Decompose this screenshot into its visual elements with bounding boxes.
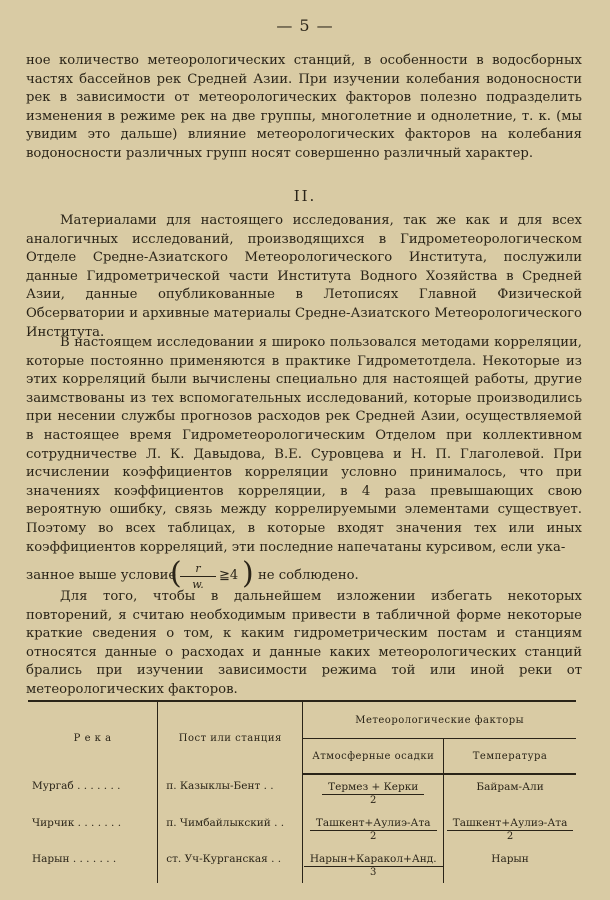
table-row — [28, 774, 576, 811]
right-paren: ) — [242, 556, 254, 591]
left-paren: ( — [170, 556, 182, 591]
cell-station: п. Казыклы-Бент . . — [158, 774, 303, 811]
temp-stations: Ташкент+Аулиэ-Ата — [447, 817, 574, 831]
table-body — [28, 774, 576, 883]
temp-stations: Байрам-Али — [476, 781, 544, 793]
precip-stations: Нарын+Каракол+Анд. — [304, 853, 443, 867]
formula-lead-text: занное выше условие — [26, 568, 177, 583]
section-heading: II. — [293, 187, 317, 205]
fraction-numerator: r — [195, 562, 201, 575]
page-number: — 5 — — [276, 16, 334, 35]
precip-divisor: 3 — [370, 867, 377, 878]
paragraph-2: Материалами для настоящего исследования, так же как и для всех аналогичных исследований, производящихся в Гидрометеорологическом Отделе Средне-Азиатского Метеорологического Института, послужили данные Гидрометрической части Института Водного Хозяйства в Средней Азии, данные опубликованные в Летописях Главной Физической Обсерватории и архивные материалы Средне-Азиатского Метеорологического Института. — [26, 213, 582, 340]
precip-divisor: 2 — [370, 795, 377, 806]
formula-tail-text: не соблюдено. — [258, 568, 359, 583]
cell-river: Чирчик . . . . . . . — [32, 817, 122, 829]
temp-divisor: 2 — [506, 831, 514, 842]
table-row — [28, 847, 576, 883]
cell-temp — [444, 774, 576, 811]
paragraph-1: ное количество метеорологических станций, в особенности в водосборных частях бассейнов рек Средней Азии. При изучении колебания водоносности рек в зависимости от метеорологических факторов полезно подразделить изменения в режиме рек на две группы, многолетние и однолетние, т. к. (мы увидим это дальше) влияние метеорологических факторов на колебания водоносности различных групп носят совершенно различный характер. — [26, 53, 582, 161]
cell-temp — [444, 811, 576, 847]
paragraph-4: Для того, чтобы в дальнейшем изложении избегать некоторых повторений, я считаю необходимым привести в табличной форме некоторые краткие сведения о том, к каким гидрометрическим постам и станциям относятся данные о расходах и данные каких метеорологических станций брались при изучении зависимости режима той или иной реки от метеорологических факторов. — [26, 589, 582, 697]
header-station: Пост или станция — [158, 701, 303, 774]
cell-river: Нарын . . . . . . . — [32, 853, 117, 865]
fraction-denominator: w. — [192, 578, 204, 591]
cell-precip — [303, 811, 444, 847]
cell-station: п. Чимбайлыкский . . — [158, 811, 303, 847]
cell-precip — [303, 774, 444, 811]
precip-divisor: 2 — [370, 831, 377, 842]
formula-condition: ≧4 — [219, 568, 239, 583]
temp-stations: Нарын — [491, 853, 529, 865]
precip-stations: Термез + Керки — [322, 781, 424, 795]
cell-river: Мургаб . . . . . . . — [32, 780, 121, 792]
cell-precip — [303, 847, 444, 883]
stations-table — [28, 700, 576, 883]
cell-station: ст. Уч-Курганская . . — [158, 847, 303, 883]
cell-temp — [444, 847, 576, 883]
header-temp: Температура — [444, 739, 576, 775]
paragraph-3: В настоящем исследовании я широко пользовался методами корреляции, которые постоянно применяются в практике Гидрометотдела. Некоторые из этих корреляций были вычислены специально для настоящей работы, другие заимствованы из тех вспомогательных исследований, которые производились при несении службы прогнозов расходов рек Средней Азии, осуществляемой в настоящее время Гидрометеорологическим Отделом при коллективном сотрудничестве Л. К. Давыдова, В.Е. Суровцева и Н. П. Глаголевой. При исчислении коэффициентов корреляции условно принималось, что при значениях коэффициентов корреляции, в 4 раза превышающих свою вероятную ошибку, связь между коррелируемыми элементами существует. Поэтому во всех таблицах, в которые входят значения тех или иных коэффициентов корреляций, эти последние напечатаны курсивом, если ука- — [26, 335, 582, 555]
header-river: Р е к а — [28, 701, 158, 774]
fraction — [178, 562, 218, 591]
table-row — [28, 811, 576, 847]
header-factors: Метеорологические факторы — [303, 701, 576, 739]
precip-stations: Ташкент+Аулиэ-Ата — [310, 817, 437, 831]
header-precip: Атмосферные осадки — [303, 739, 444, 775]
fraction-bar — [180, 576, 216, 577]
